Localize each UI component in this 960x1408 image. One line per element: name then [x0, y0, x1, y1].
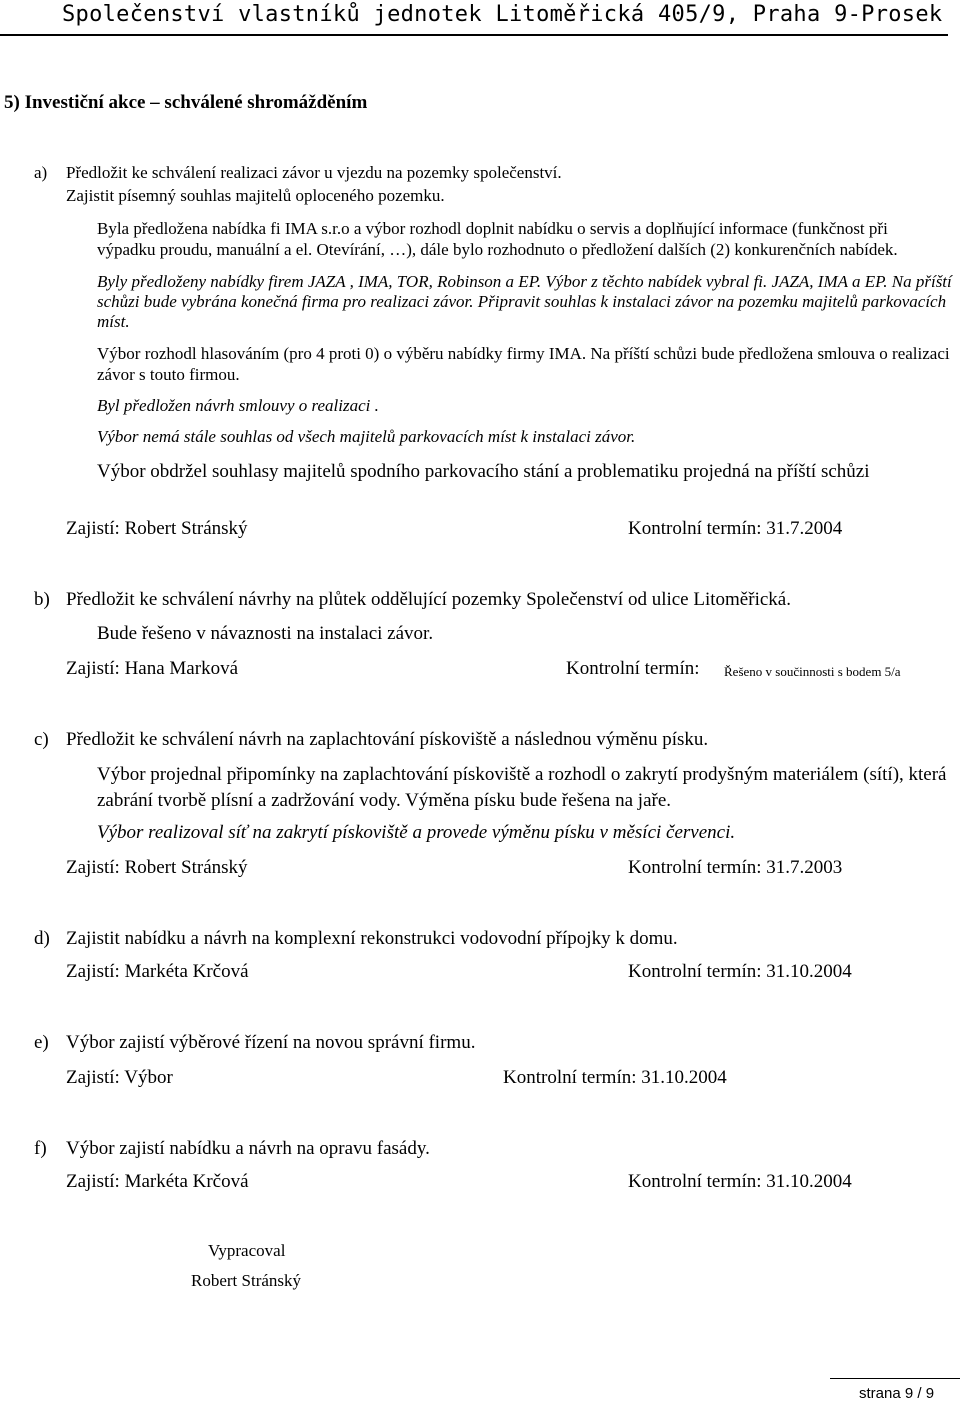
item-f-responsible: Zajistí: Markéta Krčová: [66, 1171, 249, 1192]
item-f-line1: Výbor zajistí nabídku a návrh na opravu fasády.: [66, 1138, 430, 1159]
item-c-deadline: Kontrolní termín: 31.7.2003: [628, 857, 843, 878]
item-e-marker: e): [34, 1032, 49, 1053]
header-divider: [0, 34, 948, 36]
item-a-paragraph-1-line2: výpadku proudu, manuální a el. Otevírání, …), dále bylo rozhodnuto o předložení dalších (2) konkurenčních nabídek.: [97, 240, 898, 259]
item-b-responsible: Zajistí: Hana Marková: [66, 658, 239, 679]
item-f-deadline: Kontrolní termín: 31.10.2004: [628, 1171, 852, 1192]
item-a-responsible: Zajistí: Robert Stránský: [66, 518, 248, 539]
item-d-responsible: Zajistí: Markéta Krčová: [66, 961, 249, 982]
item-c-marker: c): [34, 729, 49, 750]
item-c-line1: Předložit ke schválení návrh na zaplachtování pískoviště a následnou výměnu písku.: [66, 729, 709, 750]
item-a-line2: Zajistit písemný souhlas majitelů oploceného pozemku.: [66, 186, 445, 205]
item-d-marker: d): [34, 928, 50, 949]
item-c-paragraph-1: Výbor projednal připomínky na zaplachtování pískoviště a rozhodl o zakrytí prodyšným materiálem (sítí), která zabrání tvorbě plísní a zadržování vody. Výměna písku bude řešena na jaře.: [97, 764, 947, 811]
document-header-title: Společenství vlastníků jednotek Litoměřická 405/9, Praha 9-Prosek: [62, 2, 943, 27]
item-c-responsible: Zajistí: Robert Stránský: [66, 857, 248, 878]
item-b-deadline-label: Kontrolní termín:: [566, 658, 700, 679]
item-c-paragraph-2: Výbor realizoval síť na zakrytí pískoviště a provede výměnu písku v měsíci červenci.: [97, 822, 736, 843]
item-b-note: Bude řešeno v návaznosti na instalaci závor.: [97, 623, 434, 644]
page-number: strana 9 / 9: [859, 1385, 935, 1402]
item-f-marker: f): [34, 1138, 47, 1159]
item-b-marker: b): [34, 589, 50, 610]
item-a-paragraph-4: Byl předložen návrh smlouvy o realizaci .: [97, 396, 379, 415]
item-a-deadline: Kontrolní termín: 31.7.2004: [628, 518, 843, 539]
item-a-line1: Předložit ke schválení realizaci závor u vjezdu na pozemky společenství.: [66, 163, 562, 182]
signature-label: Vypracoval: [208, 1241, 286, 1260]
signature-name: Robert Stránský: [191, 1271, 302, 1290]
item-e-line1: Výbor zajistí výběrové řízení na novou správní firmu.: [66, 1032, 476, 1053]
item-b-deadline-value: Řešeno v součinnosti s bodem 5/a: [724, 664, 901, 679]
item-a-marker: a): [34, 163, 48, 182]
item-a-paragraph-6: Výbor obdržel souhlasy majitelů spodního parkovacího stání a problematiku projedná na příští schůzi: [97, 461, 870, 482]
item-a-paragraph-5: Výbor nemá stále souhlas od všech majitelů parkovacích míst k instalaci závor.: [97, 427, 636, 446]
item-a-paragraph-1-line1: Byla předložena nabídka fi IMA s.r.o a výbor rozhodl doplnit nabídku o servis a doplňující informace (funkčnost při: [97, 219, 888, 238]
item-b-line1: Předložit ke schválení návrhy na plůtek oddělující pozemky Společenství od ulice Litoměřická.: [66, 589, 791, 610]
item-e-responsible: Zajistí: Výbor: [66, 1067, 173, 1088]
section-title: 5) Investiční akce – schválené shromážděním: [4, 92, 368, 113]
item-d-line1: Zajistit nabídku a návrh na komplexní rekonstrukci vodovodní přípojky k domu.: [66, 928, 678, 949]
item-a-paragraph-3: Výbor rozhodl hlasováním (pro 4 proti 0) o výběru nabídky firmy IMA. Na příští schůzi bude předložena smlouva o realizaci závor s touto firmou.: [97, 344, 950, 384]
item-a-paragraph-2: Byly předloženy nabídky firem JAZA , IMA, TOR, Robinson a EP. Výbor z těchto nabídek vybral fi. JAZA, IMA a EP. Na příští schůzi bude vybrána konečná firma pro realizaci závor. Připravit souhlas k instalaci závor na pozemku majitelů parkovacích míst.: [97, 272, 952, 331]
footer-divider: [830, 1378, 960, 1379]
item-d-deadline: Kontrolní termín: 31.10.2004: [628, 961, 852, 982]
item-e-deadline: Kontrolní termín: 31.10.2004: [503, 1067, 727, 1088]
